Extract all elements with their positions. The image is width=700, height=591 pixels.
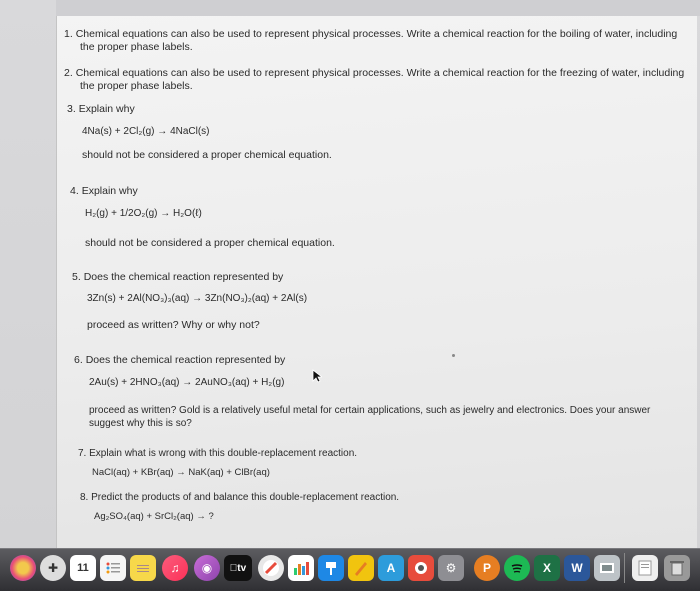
question-text: Explain why	[78, 103, 135, 115]
question-text: Chemical equations can also be used to represent physical processes. Write a chemical reaction for the freezing of water, including	[75, 67, 685, 79]
equation-6: 2Au(s) + 2HNO₃(aq) → 2AuNO₃(aq) + H₂(g)	[89, 377, 285, 388]
tv-app-icon[interactable]: tv	[224, 555, 252, 581]
equation-5: 3Zn(s) + 2Al(NO₃)₃(aq) → 3Zn(NO₃)₂(aq) + 2Al(s)	[87, 293, 308, 304]
question-text: Chemical equations can also be used to represent physical processes. Write a chemical reaction for the boiling of water, including	[75, 28, 678, 40]
music-icon[interactable]: ♫	[162, 555, 188, 581]
document-thumbnail-icon[interactable]	[632, 555, 658, 581]
spotify-icon[interactable]	[504, 555, 530, 581]
dock-divider	[624, 553, 625, 583]
question-number: 6.	[74, 354, 83, 366]
photos-icon[interactable]	[10, 555, 36, 581]
question-number: 4.	[70, 185, 79, 197]
dock	[0, 548, 700, 591]
preview-icon[interactable]	[594, 555, 620, 581]
calendar-icon[interactable]: 11	[70, 555, 96, 581]
question-6-after: proceed as written? Gold is a relatively useful metal for certain applications, such as jewelry and electronics. Does your answer	[89, 405, 651, 416]
question-text: Explain what is wrong with this double-replacement reaction.	[89, 448, 358, 459]
question-number: 2.	[64, 67, 73, 79]
equation-4: H₂(g) + 1/2O₂(g) → H₂O(ℓ)	[85, 208, 202, 219]
question-text: Does the chemical reaction represented by	[85, 354, 286, 366]
question-number: 3.	[67, 103, 76, 115]
equation-3: 4Na(s) + 2Cl₂(g) → 4NaCl(s)	[82, 126, 210, 137]
notes-icon[interactable]	[130, 555, 156, 581]
trash-icon[interactable]	[664, 555, 690, 581]
compass-icon[interactable]: ✚	[40, 555, 66, 581]
news-icon[interactable]	[258, 555, 284, 581]
question-5	[72, 270, 283, 284]
question-5-after: proceed as written? Why or why not?	[87, 319, 260, 331]
question-number: 1.	[64, 28, 73, 40]
photo-booth-icon[interactable]	[408, 555, 434, 581]
question-1-cont: the proper phase labels.	[80, 41, 193, 53]
reminders-icon[interactable]	[100, 555, 126, 581]
question-number: 7.	[78, 448, 87, 459]
question-2	[64, 66, 684, 80]
equation-7: NaCl(aq) + KBr(aq) → NaK(aq) + ClBr(aq)	[92, 467, 270, 478]
question-8	[80, 491, 399, 505]
powerpoint-icon[interactable]: P	[474, 555, 500, 581]
word-icon[interactable]: W	[564, 555, 590, 581]
numbers-chart-icon[interactable]	[288, 555, 314, 581]
speck	[452, 354, 455, 357]
podcasts-icon[interactable]: ◉	[194, 555, 220, 581]
keynote-icon[interactable]	[318, 555, 344, 581]
excel-icon[interactable]: X	[534, 555, 560, 581]
question-1	[64, 27, 677, 41]
question-text: Explain why	[81, 185, 138, 197]
app-store-icon[interactable]: A	[378, 555, 404, 581]
question-7	[78, 447, 357, 461]
question-3-after: should not be considered a proper chemical equation.	[82, 149, 332, 161]
question-number: 5.	[72, 271, 81, 283]
system-preferences-icon[interactable]: ⚙	[438, 555, 464, 581]
question-6	[74, 353, 285, 367]
mouse-cursor-icon	[312, 369, 322, 383]
top-strip	[56, 0, 700, 16]
question-text: Predict the products of and balance this double-replacement reaction.	[91, 492, 400, 503]
question-2-cont: the proper phase labels.	[80, 80, 193, 92]
question-text: Does the chemical reaction represented by	[83, 271, 284, 283]
question-4-after: should not be considered a proper chemical equation.	[85, 237, 335, 249]
equation-8: Ag₂SO₄(aq) + SrCl₂(aq) → ?	[94, 511, 214, 522]
question-4	[70, 184, 138, 198]
question-number: 8.	[80, 492, 89, 503]
pages-icon[interactable]	[348, 555, 374, 581]
question-6-after-cont: suggest why this is so?	[89, 418, 192, 429]
question-3	[67, 102, 135, 116]
